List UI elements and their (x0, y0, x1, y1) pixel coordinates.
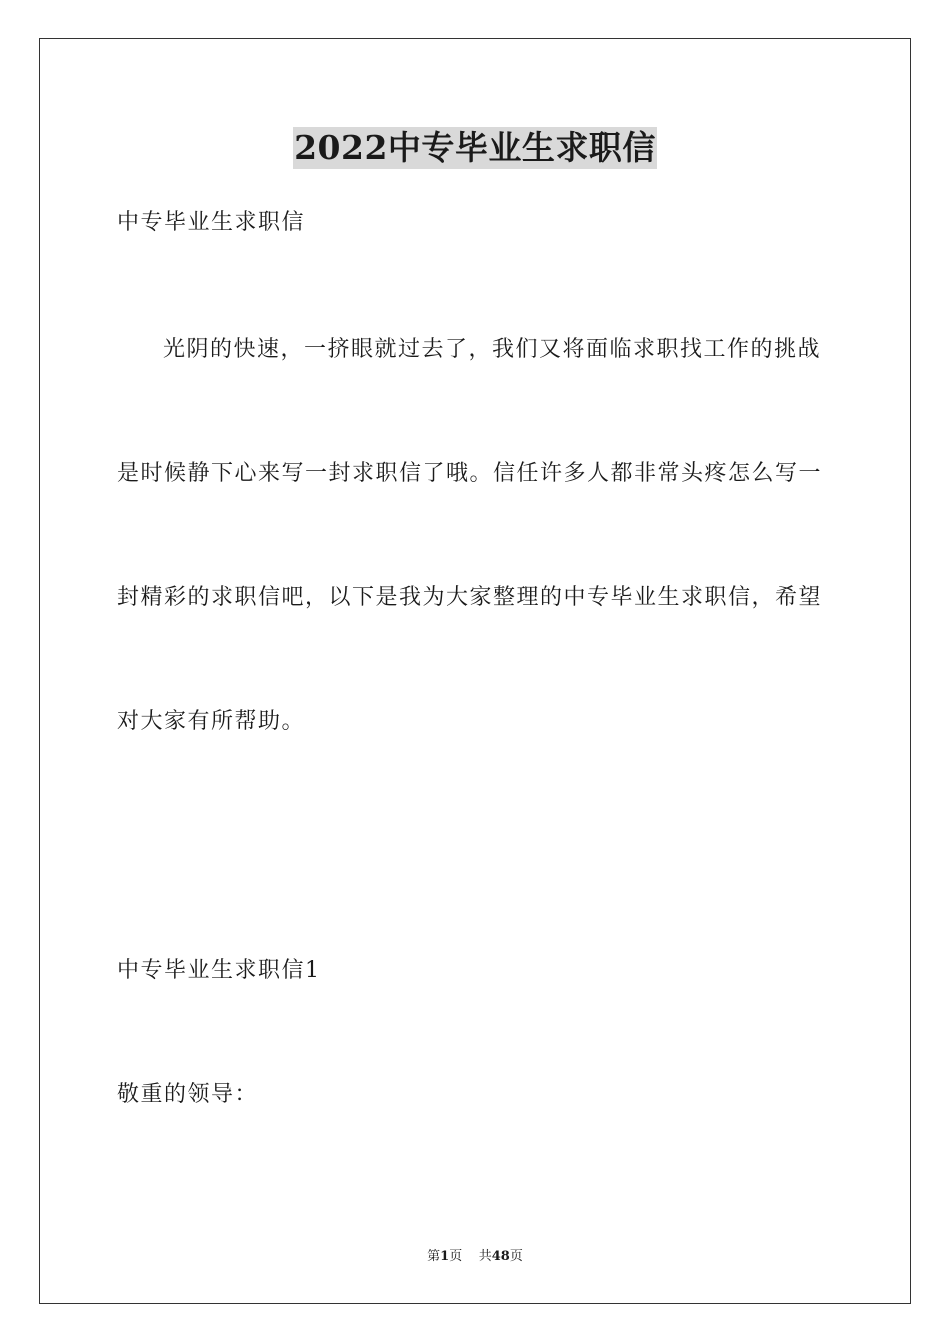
document-subtitle: 中专毕业生求职信 (117, 210, 306, 235)
section-heading: 中专毕业生求职信1 (117, 958, 321, 983)
salutation: 敬重的领导： (117, 1082, 259, 1107)
paragraph-line-3: 封精彩的求职信吧，以下是我为大家整理的中专毕业生求职信，希望 (117, 585, 823, 610)
paragraph-line-1: 光阴的快速，一挤眼就过去了，我们又将面临求职找工作的挑战 (163, 337, 822, 362)
footer-prefix: 第 (427, 1249, 441, 1264)
footer-total-pages: 48 (491, 1249, 510, 1264)
footer-total-suffix: 页 (509, 1249, 523, 1264)
paragraph-line-2: 是时候静下心来写一封求职信了哦。信任许多人都非常头疼怎么写一 (117, 461, 823, 486)
footer-current-page: 1 (440, 1249, 450, 1264)
document-title: 2022中专毕业生求职信 (294, 128, 656, 167)
paragraph-line-4: 对大家有所帮助。 (117, 709, 306, 734)
footer-page-word: 页 (449, 1249, 463, 1264)
footer-total-prefix: 共 (478, 1249, 492, 1264)
title-container (0, 127, 950, 169)
page-footer (0, 1248, 950, 1266)
